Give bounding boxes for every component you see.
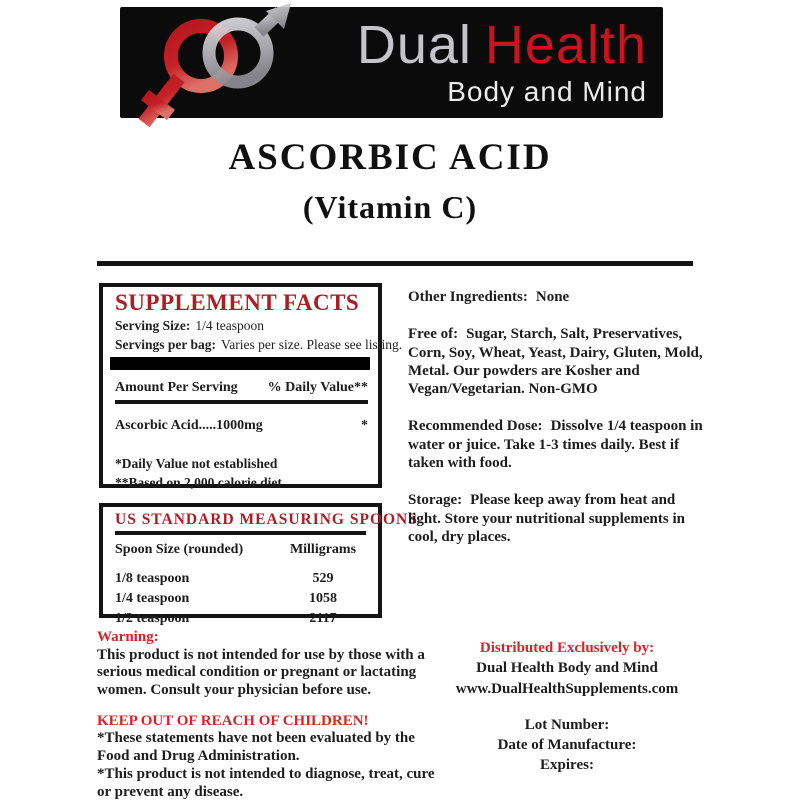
warning-section xyxy=(97,629,439,800)
header-rule xyxy=(115,400,368,404)
brand-second-word: Health xyxy=(484,15,647,75)
free-of xyxy=(408,325,710,398)
brand-name xyxy=(357,17,647,108)
supplement-facts-title: SUPPLEMENT FACTS xyxy=(115,290,360,315)
recommended-dose xyxy=(408,417,710,472)
storage xyxy=(408,491,710,546)
distribution-section xyxy=(424,638,710,776)
product-subtitle: (Vitamin C) xyxy=(302,189,478,225)
fda-disclaimer-2: *This product is not intended to diagnose, treat, cure or prevent any disease. xyxy=(97,765,435,800)
expires-label: Expires: xyxy=(540,757,594,774)
footnote-daily-value: *Daily Value not established xyxy=(115,456,278,472)
ingredient-dv: * xyxy=(361,418,368,434)
ingredient-name: Ascorbic Acid.....1000mg xyxy=(115,418,263,434)
fda-disclaimer-1: *These statements have not been evaluated by the Food and Drug Administration. xyxy=(97,730,415,765)
product-title: ASCORBIC ACID xyxy=(228,137,552,178)
facts-header-row xyxy=(115,380,368,396)
spoon-mg: 529 xyxy=(312,571,334,586)
brand-first-word: Dual xyxy=(356,15,472,75)
distribution-label: Distributed Exclusively by: xyxy=(479,640,655,656)
free-of-label: Free of: xyxy=(408,326,459,343)
spoon-size: 1/4 teaspoon xyxy=(115,591,190,606)
servings-per-bag-row xyxy=(115,336,403,353)
spoon-mg: 2117 xyxy=(309,611,337,626)
daily-value-header: % Daily Value** xyxy=(267,380,368,396)
spoon-mg: 1058 xyxy=(309,591,337,606)
storage-label: Storage: xyxy=(408,492,463,509)
supplement-facts-panel xyxy=(99,283,403,491)
spacer xyxy=(424,699,710,715)
info-column xyxy=(408,288,710,565)
warning-label: Warning: xyxy=(97,629,159,645)
warning-text: This product is not intended for use by those with a serious medical condition or pregnant or lactating women. Consult your physician before use. xyxy=(97,646,425,699)
separator-bar xyxy=(110,357,370,370)
recommended-dose-label: Recommended Dose: xyxy=(408,418,543,435)
lot-number-label: Lot Number: xyxy=(524,716,610,733)
serving-size-label: Serving Size: xyxy=(115,318,191,334)
measuring-spoons-title: US STANDARD MEASURING SPOONS xyxy=(115,511,418,528)
servings-per-bag-value: Varies per size. Please see listing. xyxy=(221,336,403,352)
divider-line xyxy=(97,261,693,266)
servings-per-bag-label: Servings per bag: xyxy=(115,336,217,352)
serving-size-value: 1/4 teaspoon xyxy=(195,318,264,334)
spoon-size: 1/2 teaspoon xyxy=(115,611,190,626)
keep-out-warning: KEEP OUT OF REACH OF CHILDREN! xyxy=(97,712,369,729)
spoon-row xyxy=(115,571,366,587)
brand-tagline: Body and Mind xyxy=(447,75,647,107)
gender-symbols-icon xyxy=(130,3,330,143)
serving-size-row xyxy=(115,318,368,334)
spoon-row xyxy=(115,591,366,607)
storage-value: Please keep away from heat and light. Store your nutritional supplements in cool, dry places. xyxy=(408,492,685,545)
facts-footnotes xyxy=(115,455,368,493)
milligrams-col-header: Milligrams xyxy=(289,542,357,557)
amount-header: Amount Per Serving xyxy=(115,380,238,396)
ingredient-row xyxy=(115,418,368,434)
website-url: www.DualHealthSupplements.com xyxy=(455,680,679,697)
manufacture-date-label: Date of Manufacture: xyxy=(497,737,637,753)
spoons-title-rule xyxy=(115,531,366,535)
company-name: Dual Health Body and Mind xyxy=(476,660,658,677)
other-ingredients-value: None xyxy=(535,289,570,305)
logo xyxy=(120,7,663,118)
other-ingredients-label: Other Ingredients: xyxy=(408,289,528,305)
free-of-value: Sugar, Starch, Salt, Preservatives, Corn, Soy, Wheat, Yeast, Dairy, Gluten, Mold, Metal. Our powders are Kosher and Vegan/Vegetarian. Non-GMO xyxy=(408,326,703,398)
other-ingredients xyxy=(408,288,710,306)
spoon-row xyxy=(115,611,366,627)
measuring-spoons-panel xyxy=(99,503,418,626)
spoon-size-col-header: Spoon Size (rounded) xyxy=(115,542,244,557)
spoons-header-row xyxy=(115,542,366,558)
spoon-size: 1/8 teaspoon xyxy=(115,571,190,586)
recommended-dose-value: Dissolve 1/4 teaspoon in water or juice. Take 1-3 times daily. Best if taken with food. xyxy=(408,418,703,472)
footnote-calorie-diet: **Based on 2,000 calorie diet xyxy=(115,475,282,491)
